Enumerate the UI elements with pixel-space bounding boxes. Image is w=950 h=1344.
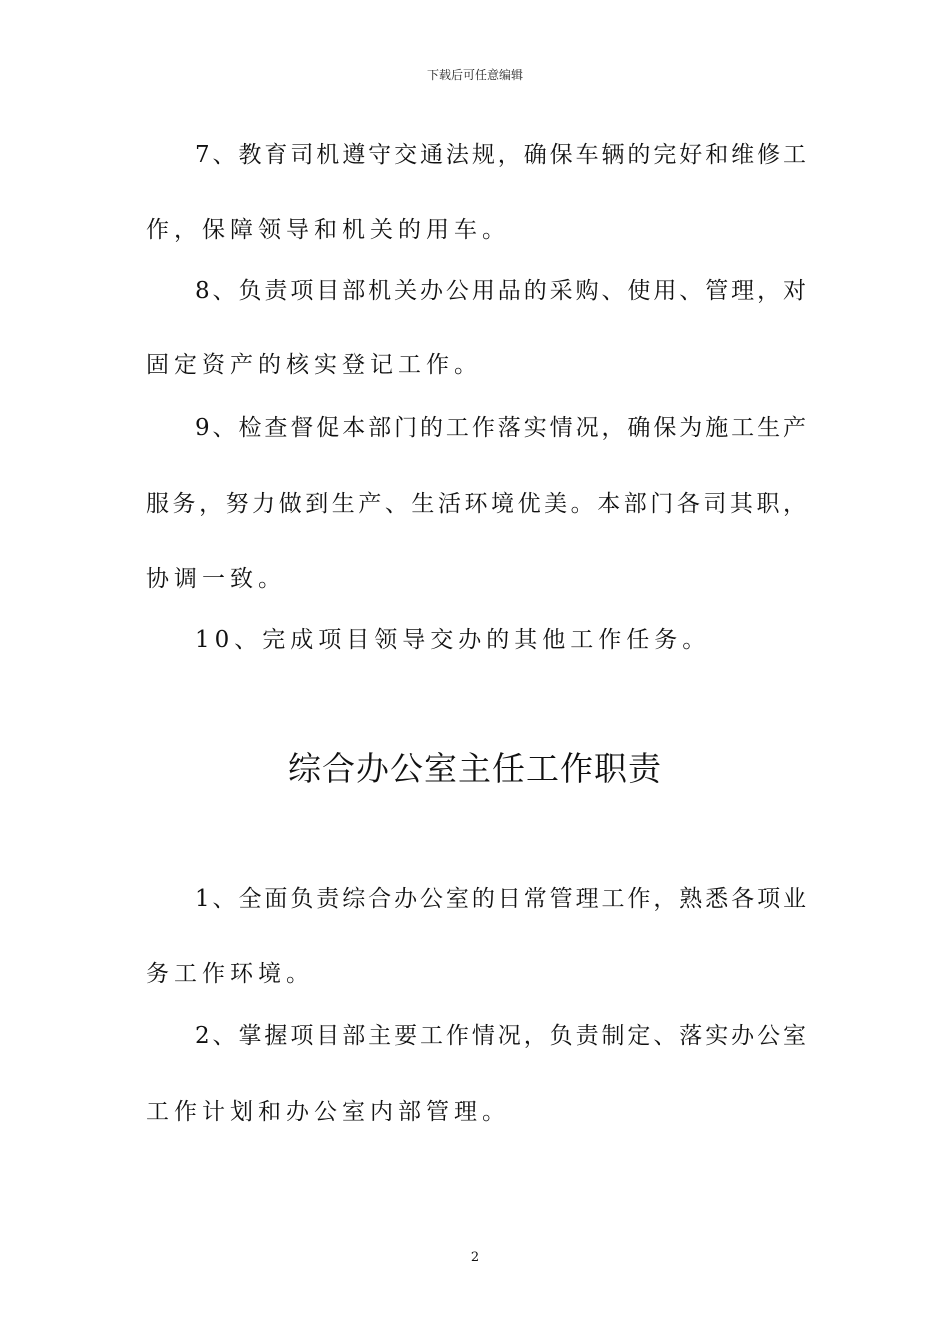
paragraph-line: 1、全面负责综合办公室的日常管理工作，熟悉各项业 — [195, 886, 806, 912]
paragraph-line: 固定资产的核实登记工作。 — [146, 352, 482, 378]
paragraph-line: 务工作环境。 — [146, 961, 314, 987]
page-header: 下载后可任意编辑 — [426, 68, 523, 82]
paragraph-line: 10、完成项目领导交办的其他工作任务。 — [195, 627, 711, 653]
paragraph-line: 7、教育司机遵守交通法规，确保车辆的完好和维修工 — [195, 142, 806, 168]
paragraph-line: 工作计划和办公室内部管理。 — [146, 1099, 510, 1125]
paragraph-line: 2、掌握项目部主要工作情况，负责制定、落实办公室 — [195, 1023, 806, 1049]
paragraph-line: 作，保障领导和机关的用车。 — [146, 217, 510, 243]
section-title: 综合办公室主任工作职责 — [288, 749, 662, 788]
paragraph-line: 9、检查督促本部门的工作落实情况，确保为施工生产 — [195, 415, 806, 441]
paragraph-line: 协调一致。 — [146, 566, 286, 592]
paragraph-line: 8、负责项目部机关办公用品的采购、使用、管理，对 — [195, 278, 806, 304]
page-number: 2 — [470, 1250, 480, 1265]
paragraph-line: 服务，努力做到生产、生活环境优美。本部门各司其职， — [146, 491, 806, 517]
